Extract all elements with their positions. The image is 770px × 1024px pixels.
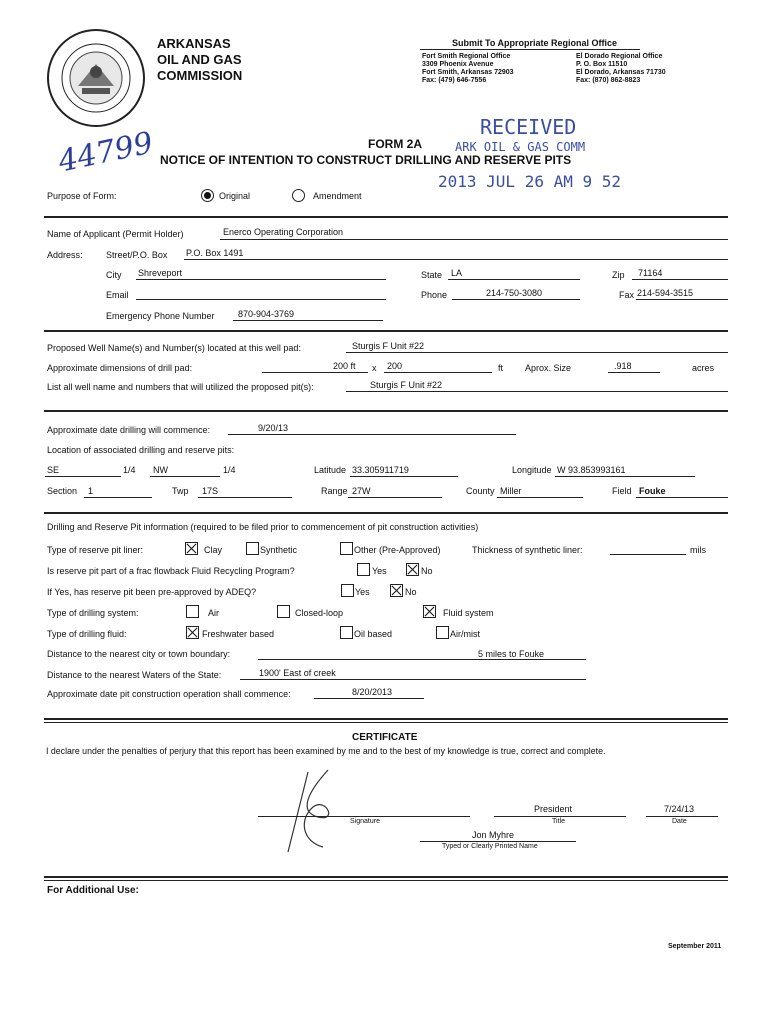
emergency-value: 870-904-3769 [238,309,295,319]
fort-smith-office: Fort Smith Regional Office 3309 Phoenix Avenue Fort Smith, Arkansas 72903 Fax: (479) 646-7556 [422,53,514,84]
twp-value: 17S [202,486,219,496]
freshwater-checkbox[interactable] [186,626,199,639]
loc-label: Location of associated drilling and reserve pits: [47,445,235,455]
submit-to-heading: Submit To Appropriate Regional Office [452,38,618,48]
dim1-value: 200 ft [333,361,356,371]
clay-checkbox[interactable] [185,542,198,555]
drill-date-value: 9/20/13 [258,423,289,433]
frac-no-checkbox[interactable] [406,563,419,576]
purpose-label: Purpose of Form: [47,191,117,201]
original-radio[interactable] [201,189,214,202]
oil-based-label: Oil based [354,629,393,639]
state-label: State [421,270,443,280]
zip-label: Zip [612,270,625,280]
email-label: Email [106,290,129,300]
city-dist-label: Distance to the nearest city or town boundary: [47,649,231,659]
stamp-agency: ARK OIL & GAS COMM [455,140,586,154]
title-label: Title [552,818,565,825]
agency-line-3: COMMISSION [157,68,243,83]
air-label: Air [208,608,219,618]
phone-value: 214-750-3080 [486,288,543,298]
county-label: County [466,486,495,496]
street-value: P.O. Box 1491 [186,248,244,258]
agency-line-2: OIL AND GAS [157,52,242,67]
adeq-no-checkbox[interactable] [390,584,403,597]
freshwater-label: Freshwater based [202,629,275,639]
mils-label: mils [690,545,706,555]
section-value: 1 [88,486,94,496]
revision-date: September 2011 [668,943,722,950]
adeq-yes-label: Yes [355,587,370,597]
other-checkbox[interactable] [340,542,353,555]
wells-label: Proposed Well Name(s) and Number(s) located at this well pad: [47,343,301,353]
certificate-declaration: I declare under the penalties of perjury that this report has been examined by me and to the best of my knowledge is true, correct and complete. [46,746,606,756]
q1-suffix: 1/4 [123,465,136,475]
pit-date-value: 8/20/2013 [352,687,393,697]
dims-label: Approximate dimensions of drill pad: [47,363,193,373]
liner-label: Type of reserve pit liner: [47,545,144,555]
additional-use-label: For Additional Use: [47,885,139,896]
adeq-label: If Yes, has reserve pit been pre-approved by ADEQ? [47,587,257,597]
field-label: Field [612,486,632,496]
q1-value: SE [47,465,60,475]
field-value: Fouke [639,486,666,496]
twp-label: Twp [172,486,189,496]
city-label: City [106,270,122,280]
frac-no-label: No [421,566,433,576]
frac-label: Is reserve pit part of a frac flowback Fluid Recycling Program? [47,566,295,576]
waters-value: 1900' East of creek [259,668,336,678]
fluid-system-label: Fluid system [443,608,494,618]
amendment-label: Amendment [313,191,362,201]
airmist-checkbox[interactable] [436,626,449,639]
acres-label: acres [692,363,715,373]
amendment-radio[interactable] [292,189,305,202]
range-label: Range [321,486,348,496]
lon-label: Longitude [512,465,552,475]
airmist-label: Air/mist [450,629,480,639]
original-label: Original [219,191,251,201]
size-value: .918 [614,361,632,371]
lat-value: 33.305911719 [352,465,409,475]
date-label: Date [672,818,687,825]
applicant-name-label: Name of Applicant (Permit Holder) [47,229,184,239]
handwritten-number: 44799 [55,125,157,180]
agency-line-1: ARKANSAS [157,36,231,51]
printed-name-label: Typed or Clearly Printed Name [442,843,538,850]
q2-suffix: 1/4 [223,465,236,475]
county-value: Miller [500,486,522,496]
applicant-name: Enerco Operating Corporation [223,227,344,237]
drill-date-label: Approximate date drilling will commence: [47,425,211,435]
city-dist-value: 5 miles to Fouke [478,649,545,659]
fluid-system-checkbox[interactable] [423,605,436,618]
adeq-yes-checkbox[interactable] [341,584,354,597]
form-title: NOTICE OF INTENTION TO CONSTRUCT DRILLING AND RESERVE PITS [160,153,572,167]
received-stamp: RECEIVED [480,115,577,139]
dims-x: x [372,363,377,373]
section-label: Section [47,486,78,496]
emergency-label: Emergency Phone Number [106,311,215,321]
frac-yes-checkbox[interactable] [357,563,370,576]
lon-value: W 93.853993161 [557,465,626,475]
waters-label: Distance to the nearest Waters of the State: [47,670,222,680]
clay-label: Clay [204,545,223,555]
date-value: 7/24/13 [664,804,695,814]
fax-value: 214-594-3515 [637,288,694,298]
range-value: 27W [352,486,371,496]
dim2-value: 200 [387,361,403,371]
list-label: List all well name and numbers that will utilized the proposed pit(s): [47,382,314,392]
list-value: Sturgis F Unit #22 [370,380,443,390]
stamp-date: 2013 JUL 26 AM 9 52 [438,172,622,191]
phone-label: Phone [421,290,448,300]
fluid-label: Type of drilling fluid: [47,629,127,639]
certificate-heading: CERTIFICATE [352,732,418,743]
frac-yes-label: Yes [372,566,387,576]
zip-value: 71164 [638,268,663,278]
pit-date-label: Approximate date pit construction operation shall commence: [47,689,291,699]
fax-label: Fax [619,290,635,300]
other-label: Other (Pre-Approved) [354,545,441,555]
adeq-no-label: No [405,587,417,597]
q2-value: NW [153,465,168,475]
state-seal [46,28,146,128]
closed-loop-label: Closed-loop [295,608,344,618]
pit-intro: Drilling and Reserve Pit information (required to be filed prior to commencement of pit construction activities) [47,522,479,532]
address-label: Address: [47,250,83,260]
lat-label: Latitude [314,465,347,475]
air-checkbox[interactable] [186,605,199,618]
thickness-label: Thickness of synthetic liner: [472,545,583,555]
wells-value: Sturgis F Unit #22 [352,341,425,351]
dims-ft: ft [498,363,504,373]
el-dorado-office: El Dorado Regional Office P. O. Box 11510 El Dorado, Arkansas 71730 Fax: (870) 862-8823 [576,53,666,84]
state-value: LA [451,268,463,278]
form-number: FORM 2A [368,137,422,151]
oil-based-checkbox[interactable] [340,626,353,639]
synthetic-checkbox[interactable] [246,542,259,555]
signature-mark [268,762,378,864]
approx-size-label: Aprox. Size [525,363,572,373]
city-value: Shreveport [138,268,183,278]
closed-loop-checkbox[interactable] [277,605,290,618]
street-label: Street/P.O. Box [106,250,168,260]
synthetic-label: Synthetic [260,545,298,555]
printed-name: Jon Myhre [472,830,515,840]
system-label: Type of drilling system: [47,608,139,618]
signature-label: Signature [350,818,380,825]
title-value: President [534,804,573,814]
